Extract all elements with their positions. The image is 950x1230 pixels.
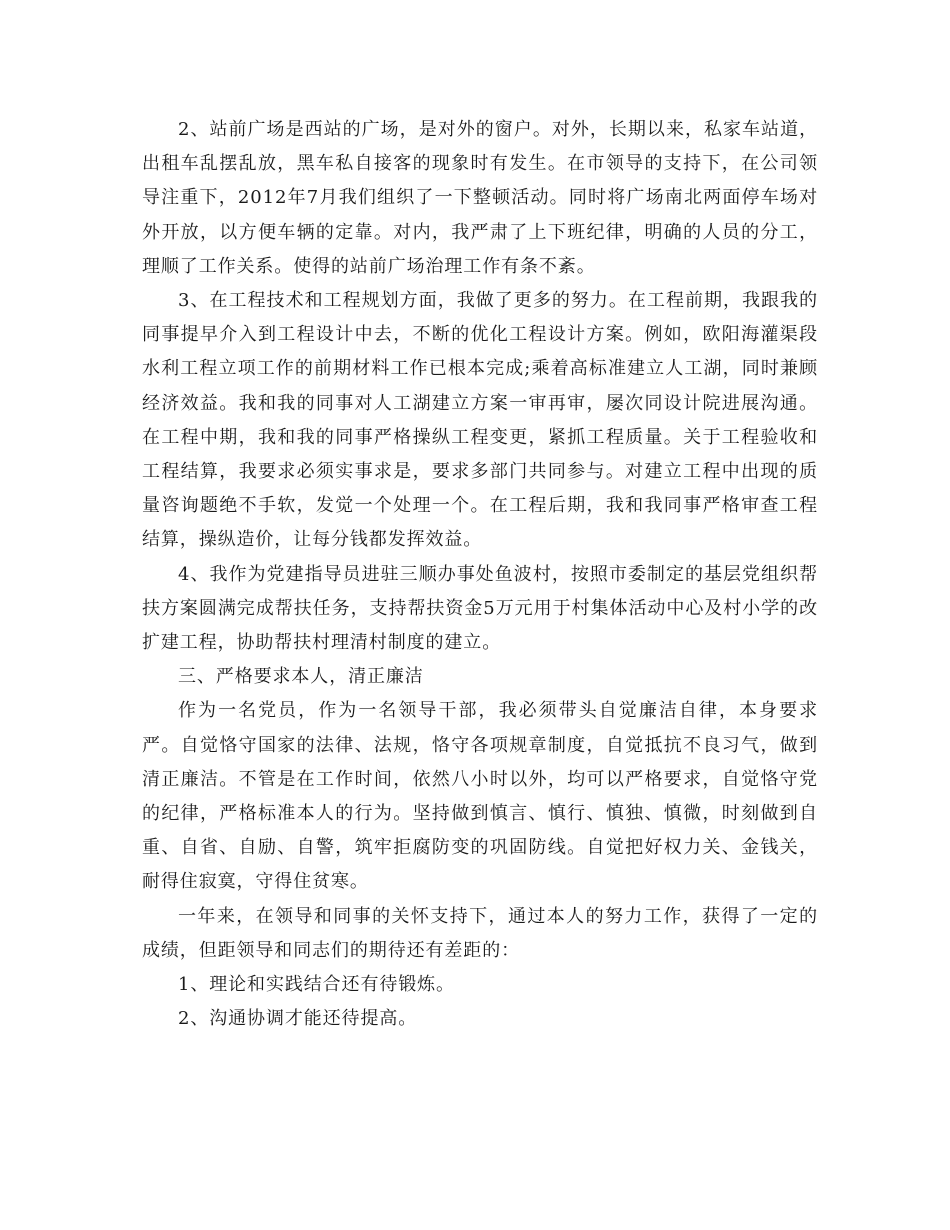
paragraph-station-square: 2、站前广场是西站的广场，是对外的窗户。对外，长期以来，私家车站道，出租车乱摆乱放，黑车私自接客的现象时有发生。在市领导的支持下，在公司领导注重下，2012年7月我们组织了一下整顿活动。同时将广场南北两面停车场对外开放，以方便车辆的定靠。对内，我严肃了上下班纪律，明确的人员的分工，理顺了工作关系。使得的站前广场治理工作有条不紊。 <box>142 119 818 277</box>
document-body <box>142 113 818 1036</box>
paragraph-integrity: 作为一名党员，作为一名领导干部，我必须带头自觉廉洁自律，本身要求严。自觉恪守国家的法律、法规，恪守各项规章制度，自觉抵抗不良习气，做到清正廉洁。不管是在工作时间，依然八小时以外，均可以严格要求，自觉恪守党的纪律，严格标准本人的行为。坚持做到慎言、慎行、慎独、慎微，时刻做到自重、自省、自励、自警，筑牢拒腐防变的巩固防线。自觉把好权力关、金钱关，耐得住寂寞，守得住贫寒。 <box>142 700 818 893</box>
paragraph-party-building: 4、我作为党建指导员进驻三顺办事处鱼波村，按照市委制定的基层党组织帮扶方案圆满完成帮扶任务，支持帮扶资金5万元用于村集体活动中心及村小学的改扩建工程，协助帮扶村理清村制度的建立。 <box>142 563 818 654</box>
section-heading-integrity: 三、严格要求本人，清正廉洁 <box>178 666 424 688</box>
list-item-shortcoming-2: 2、沟通协调才能还待提高。 <box>178 1008 418 1030</box>
paragraph-engineering: 3、在工程技术和工程规划方面，我做了更多的努力。在工程前期，我跟我的同事提早介入到工程设计中去，不断的优化工程设计方案。例如，欧阳海灌渠段水利工程立项工作的前期材料工作已根本完成;乘着高标准建立人工湖，同时兼顾经济效益。我和我的同事对人工湖建立方案一审再审，屡次同设计院进展沟通。在工程中期，我和我的同事严格操纵工程变更，紧抓工程质量。关于工程验收和工程结算，我要求必须实事求是，要求多部门共同参与。对建立工程中出现的质量咨询题绝不手软，发觉一个处理一个。在工程后期，我和我同事严格审查工程结算，操纵造价，让每分钱都发挥效益。 <box>142 290 818 551</box>
list-item-shortcoming-1: 1、理论和实践结合还有待锻炼。 <box>178 974 455 996</box>
paragraph-summary: 一年来，在领导和同事的关怀支持下，通过本人的努力工作，获得了一定的成绩，但距领导和同志们的期待还有差距的： <box>142 905 818 961</box>
